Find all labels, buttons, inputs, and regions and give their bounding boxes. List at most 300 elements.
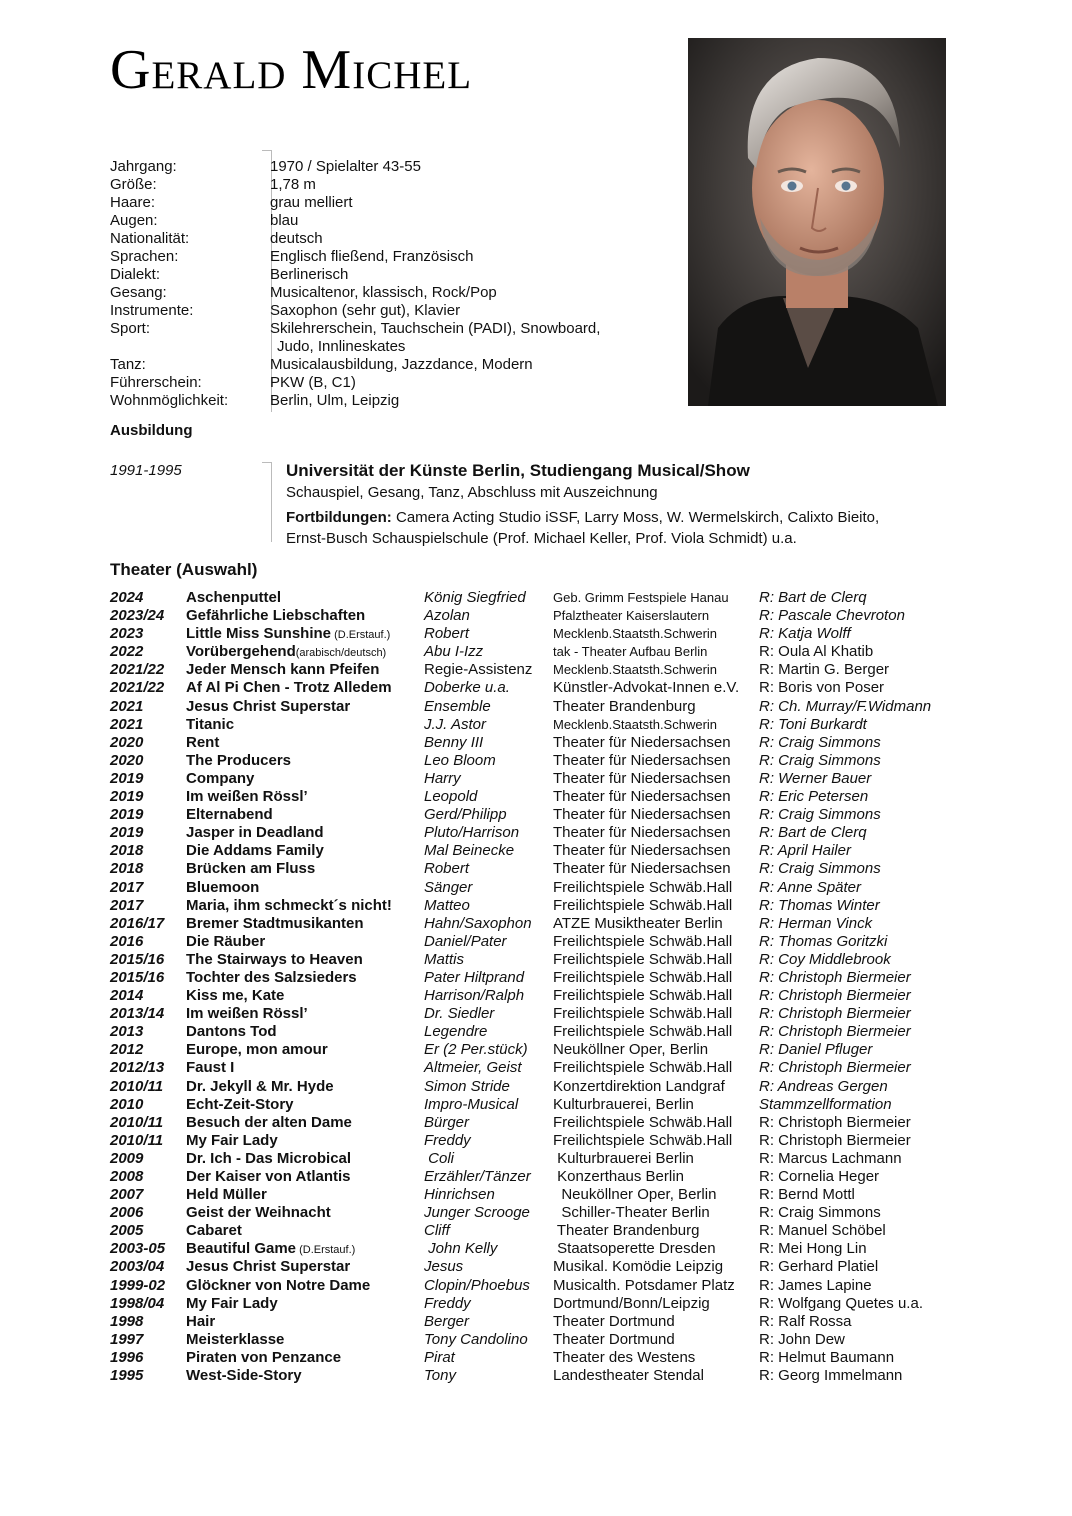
role-production-title: Europe, mon amour	[186, 1041, 328, 1059]
role-director: R: James Lapine	[759, 1276, 872, 1294]
role-year: 2015/16	[110, 968, 165, 986]
role-production-title: Faust I	[186, 1059, 235, 1077]
attribute-label: Gesang:	[110, 284, 167, 301]
attribute-label: Größe:	[110, 176, 157, 193]
role-venue: Künstler-Advokat-Innen e.V.	[553, 679, 740, 697]
role-row	[110, 806, 960, 824]
attribute-label: Führerschein:	[110, 374, 202, 391]
attribute-label: Nationalität:	[110, 230, 190, 247]
role-director: R: Craig Simmons	[759, 806, 881, 824]
role-venue: Freilichtspiele Schwäb.Hall	[553, 950, 733, 968]
role-row	[110, 1186, 960, 1204]
role-character: Matteo	[424, 896, 470, 914]
role-year: 1995	[110, 1367, 144, 1385]
role-venue: Geb. Grimm Festspiele Hanau	[553, 590, 729, 605]
role-year: 2009	[110, 1149, 144, 1167]
role-production	[186, 1277, 424, 1295]
role-production	[186, 860, 424, 878]
education-heading: Ausbildung	[110, 422, 193, 439]
role-director: R: Wolfgang Quetes u.a.	[759, 1294, 923, 1312]
attribute-value: blau	[270, 212, 299, 229]
role-production	[186, 1349, 424, 1367]
role-production-title: Titanic	[186, 715, 235, 733]
attribute-value: Berlinerisch	[270, 266, 349, 283]
role-director: R: Christoph Biermeier	[759, 968, 911, 986]
role-production	[186, 770, 424, 788]
role-production-title: Jeder Mensch kann Pfeifen	[186, 661, 380, 679]
role-row	[110, 969, 960, 987]
role-production-title: Jesus Christ Superstar	[186, 1258, 351, 1276]
role-production	[186, 1295, 424, 1313]
role-director: R: Craig Simmons	[759, 860, 881, 878]
role-row	[110, 625, 960, 643]
role-production	[186, 607, 424, 625]
role-production-title: Cabaret	[186, 1222, 242, 1240]
role-director: R: Christoph Biermeier	[759, 1005, 911, 1023]
role-venue: tak - Theater Aufbau Berlin	[553, 644, 708, 660]
role-row	[110, 824, 960, 842]
role-production-title: Meisterklasse	[186, 1330, 285, 1348]
role-venue: Theater für Niedersachsen	[553, 751, 731, 769]
role-character: Mal Beinecke	[424, 842, 515, 860]
role-production-title: West-Side-Story	[186, 1367, 302, 1385]
role-character: Regie-Assistenz	[424, 661, 533, 679]
role-year: 2008	[110, 1168, 144, 1185]
role-venue: Mecklenb.Staatsth.Schwerin	[553, 716, 718, 732]
role-production	[186, 1186, 424, 1204]
role-character: Pirat	[424, 1348, 455, 1366]
attribute-row	[110, 320, 670, 338]
role-production-title: Jesus Christ Superstar	[186, 697, 351, 715]
role-row	[110, 1078, 960, 1096]
role-production-title: Besuch der alten Dame	[186, 1113, 352, 1131]
attribute-row	[110, 266, 670, 284]
role-row	[110, 698, 960, 716]
role-year: 2018	[110, 860, 144, 878]
role-production	[186, 643, 424, 661]
role-row	[110, 860, 960, 878]
attribute-label-spacer	[110, 338, 270, 356]
attribute-label: Instrumente:	[110, 302, 194, 319]
role-row	[110, 1059, 960, 1077]
role-character: Coli	[424, 1149, 455, 1167]
role-character: König Siegfried	[424, 589, 526, 606]
role-character: Gerd/Philipp	[424, 806, 507, 824]
role-production-title: Dr. Jekyll & Mr. Hyde	[186, 1077, 334, 1095]
role-production	[186, 1222, 424, 1240]
role-venue: Freilichtspiele Schwäb.Hall	[553, 968, 733, 986]
further-training-text-line2: Ernst-Busch Schauspielschule (Prof. Michael Keller, Prof. Viola Schmidt) u.a.	[286, 530, 797, 547]
role-director: R: Gerhard Platiel	[759, 1258, 879, 1276]
role-year: 2019	[110, 806, 144, 824]
role-character: Doberke u.a.	[424, 679, 510, 697]
role-character: Harry	[424, 769, 461, 787]
role-year: 2017	[110, 896, 144, 914]
role-production-note: (D.Erstauf.)	[296, 1244, 356, 1257]
role-row	[110, 643, 960, 661]
role-production	[186, 824, 424, 842]
role-director: R: Oula Al Khatib	[759, 643, 874, 661]
role-production	[186, 1204, 424, 1222]
role-production	[186, 1096, 424, 1114]
role-row	[110, 1204, 960, 1222]
role-year: 2017	[110, 878, 144, 896]
role-character: Leopold	[424, 788, 478, 806]
role-venue: Kulturbrauerei Berlin	[553, 1149, 694, 1167]
role-production	[186, 879, 424, 897]
role-character: Robert	[424, 860, 470, 878]
role-production	[186, 1005, 424, 1023]
education-subjects: Schauspiel, Gesang, Tanz, Abschluss mit Auszeichnung	[286, 484, 658, 501]
attribute-value: Skilehrerschein, Tauchschein (PADI), Snowboard,	[270, 320, 601, 337]
role-venue: ATZE Musiktheater Berlin	[553, 914, 723, 932]
attribute-row-continuation	[110, 338, 670, 356]
role-year: 2020	[110, 751, 144, 769]
role-venue: Theater für Niedersachsen	[553, 788, 731, 806]
role-venue: Mecklenb.Staatsth.Schwerin	[553, 626, 718, 642]
role-venue: Theater Brandenburg	[553, 697, 696, 715]
attribute-value: Berlin, Ulm, Leipzig	[270, 392, 400, 409]
role-year: 2023/24	[110, 607, 165, 625]
role-character: Jesus	[424, 1258, 464, 1276]
role-year: 2010	[110, 1095, 144, 1113]
attribute-value: PKW (B, C1)	[270, 374, 356, 391]
role-director: R: Pascale Chevroton	[759, 607, 905, 625]
role-character: Freddy	[424, 1294, 471, 1312]
role-row	[110, 1132, 960, 1150]
role-production	[186, 1114, 424, 1132]
role-production	[186, 752, 424, 770]
role-year: 1999-02	[110, 1276, 166, 1294]
role-director: R: Herman Vinck	[759, 914, 873, 932]
role-row	[110, 1313, 960, 1331]
role-production-title: The Producers	[186, 751, 292, 769]
role-year: 2024	[110, 589, 144, 606]
role-production-title: Vorübergehend	[186, 643, 296, 661]
role-production	[186, 1078, 424, 1096]
role-director: R: Christoph Biermeier	[759, 1113, 911, 1131]
attribute-row	[110, 230, 670, 248]
role-production-title: Af Al Pi Chen - Trotz Alledem	[186, 679, 392, 697]
role-year: 2006	[110, 1204, 144, 1222]
attribute-value: 1970 / Spielalter 43-55	[270, 158, 421, 175]
role-character: Bürger	[424, 1113, 470, 1131]
role-production-title: Echt-Zeit-Story	[186, 1095, 294, 1113]
role-character: Robert	[424, 625, 470, 643]
role-character: Leo Bloom	[424, 751, 496, 769]
attribute-label: Wohnmöglichkeit:	[110, 392, 229, 409]
role-production	[186, 698, 424, 716]
role-production-title: Jasper in Deadland	[186, 824, 324, 842]
role-venue: Freilichtspiele Schwäb.Hall	[553, 1005, 733, 1023]
role-row	[110, 589, 960, 607]
role-director: R: Craig Simmons	[759, 733, 881, 751]
role-year: 2010/11	[110, 1131, 164, 1149]
attribute-value: Musicaltenor, klassisch, Rock/Pop	[270, 284, 497, 301]
role-row	[110, 1041, 960, 1059]
role-production	[186, 842, 424, 860]
theater-roles-list	[110, 589, 960, 1385]
attribute-row	[110, 356, 670, 374]
role-row	[110, 1258, 960, 1276]
role-director: R: Daniel Pfluger	[759, 1041, 873, 1059]
role-row	[110, 607, 960, 625]
role-character: Pater Hiltprand	[424, 968, 525, 986]
role-production	[186, 788, 424, 806]
role-venue: Neuköllner Oper, Berlin	[553, 1041, 709, 1059]
role-character: Harrison/Ralph	[424, 987, 525, 1005]
role-year: 1996	[110, 1348, 144, 1366]
role-year: 2021	[110, 697, 144, 715]
role-production	[186, 969, 424, 987]
role-row	[110, 915, 960, 933]
role-production-title: Little Miss Sunshine	[186, 625, 332, 643]
role-director: R: Helmut Baumann	[759, 1348, 895, 1366]
education-school: Universität der Künste Berlin, Studiengang Musical/Show	[286, 461, 750, 480]
role-director: R: Christoph Biermeier	[759, 1059, 911, 1077]
role-row	[110, 752, 960, 770]
education-further-training	[286, 507, 966, 528]
role-director: R: Thomas Goritzki	[759, 932, 888, 950]
role-venue: Theater für Niedersachsen	[553, 824, 731, 842]
role-year: 2007	[110, 1186, 144, 1204]
role-venue: Konzerthaus Berlin	[553, 1168, 684, 1185]
role-year: 2015/16	[110, 950, 165, 968]
role-row	[110, 1349, 960, 1367]
role-venue: Musicalth. Potsdamer Platz	[553, 1276, 735, 1294]
role-production-title: Dantons Tod	[186, 1023, 277, 1041]
role-director: R: Bart de Clerq	[759, 589, 867, 606]
role-venue: Musikal. Komödie Leipzig	[553, 1258, 724, 1276]
role-production	[186, 933, 424, 951]
role-row	[110, 1240, 960, 1258]
role-production-title: Bluemoon	[186, 878, 260, 896]
role-year: 2021/22	[110, 679, 165, 697]
role-production-title: Company	[186, 769, 255, 787]
role-production-title: Hair	[186, 1312, 216, 1330]
role-production-title: Rent	[186, 733, 220, 751]
role-director: R: Ch. Murray/F.Widmann	[759, 697, 932, 715]
role-venue: Staatsoperette Dresden	[553, 1240, 716, 1258]
role-venue: Mecklenb.Staatsth.Schwerin	[553, 662, 718, 678]
role-production	[186, 1258, 424, 1276]
role-character: Berger	[424, 1312, 470, 1330]
role-row	[110, 734, 960, 752]
role-director: R: John Dew	[759, 1330, 845, 1348]
role-production	[186, 915, 424, 933]
role-character: Tony Candolino	[424, 1330, 528, 1348]
role-character: J.J. Astor	[424, 715, 486, 733]
role-director: R: Werner Bauer	[759, 769, 872, 787]
role-venue: Landestheater Stendal	[553, 1367, 704, 1385]
role-venue: Theater des Westens	[553, 1348, 696, 1366]
role-character: Er (2 Per.stück)	[424, 1041, 528, 1059]
role-character: Benny III	[424, 733, 484, 751]
role-character: Dr. Siedler	[424, 1005, 495, 1023]
role-character: Azolan	[424, 607, 470, 625]
role-row	[110, 842, 960, 860]
role-production	[186, 625, 424, 643]
role-production-title: Im weißen Rössl’	[186, 1005, 308, 1023]
role-row	[110, 1023, 960, 1041]
role-row	[110, 879, 960, 897]
role-year: 2003-05	[110, 1240, 166, 1258]
role-production-title: Kiss me, Kate	[186, 987, 285, 1005]
role-row	[110, 1168, 960, 1186]
role-production	[186, 716, 424, 734]
role-production-title: Glöckner von Notre Dame	[186, 1276, 371, 1294]
role-production-title: Die Räuber	[186, 932, 266, 950]
role-venue: Theater Dortmund	[553, 1312, 675, 1330]
attribute-row	[110, 302, 670, 320]
role-character: Ensemble	[424, 697, 491, 715]
attribute-row	[110, 392, 670, 410]
role-row	[110, 1096, 960, 1114]
role-production	[186, 1313, 424, 1331]
role-venue: Neuköllner Oper, Berlin	[553, 1186, 717, 1204]
role-character: Hahn/Saxophon	[424, 914, 532, 932]
role-character: Legendre	[424, 1023, 488, 1041]
role-venue: Theater für Niedersachsen	[553, 860, 731, 878]
role-production	[186, 589, 424, 607]
role-venue: Freilichtspiele Schwäb.Hall	[553, 878, 733, 896]
role-production	[186, 679, 424, 697]
attribute-row	[110, 212, 670, 230]
role-row	[110, 1367, 960, 1385]
role-year: 2021	[110, 715, 144, 733]
attribute-row	[110, 284, 670, 302]
role-production-title: Der Kaiser von Atlantis	[186, 1168, 351, 1185]
role-production-title: Piraten von Penzance	[186, 1348, 342, 1366]
role-year: 2021/22	[110, 661, 165, 679]
role-row	[110, 1295, 960, 1313]
role-production-title: Maria, ihm schmeckt´s nicht!	[186, 896, 392, 914]
role-director: R: Boris von Poser	[759, 679, 885, 697]
role-production	[186, 987, 424, 1005]
role-production	[186, 1168, 424, 1186]
role-director: Stammzellformation	[759, 1095, 892, 1113]
role-director: R: April Hailer	[759, 842, 851, 860]
role-director: R: Manuel Schöbel	[759, 1222, 886, 1240]
attribute-value: Musicalausbildung, Jazzdance, Modern	[270, 356, 533, 373]
role-character: Junger Scrooge	[424, 1204, 530, 1222]
attribute-row	[110, 248, 670, 266]
role-production-title: My Fair Lady	[186, 1131, 278, 1149]
role-character: Erzähler/Tänzer	[424, 1168, 531, 1185]
role-year: 2019	[110, 824, 144, 842]
role-year: 1997	[110, 1330, 144, 1348]
role-production	[186, 661, 424, 679]
role-year: 2016/17	[110, 914, 165, 932]
role-director: R: Craig Simmons	[759, 1204, 881, 1222]
attribute-value: Englisch fließend, Französisch	[270, 248, 474, 265]
role-year: 2022	[110, 643, 144, 661]
role-year: 2013/14	[110, 1005, 165, 1023]
role-character: Tony	[424, 1367, 456, 1385]
attribute-value: deutsch	[270, 230, 323, 247]
role-production	[186, 806, 424, 824]
role-production-title: Tochter des Salzsieders	[186, 968, 357, 986]
role-row	[110, 770, 960, 788]
role-character: Sänger	[424, 878, 473, 896]
role-venue: Freilichtspiele Schwäb.Hall	[553, 1113, 733, 1131]
role-year: 2010/11	[110, 1077, 164, 1095]
education-details	[286, 460, 966, 549]
role-production-title: Bremer Stadtmusikanten	[186, 914, 364, 932]
further-training-label: Fortbildungen:	[286, 509, 392, 526]
attribute-label: Sprachen:	[110, 248, 179, 265]
role-production-title: Im weißen Rössl’	[186, 788, 308, 806]
role-production	[186, 1331, 424, 1349]
attribute-value: grau melliert	[270, 194, 353, 211]
role-production	[186, 1132, 424, 1150]
role-row	[110, 788, 960, 806]
role-row	[110, 951, 960, 969]
role-production-title: The Stairways to Heaven	[186, 950, 363, 968]
role-production-note: (D.Erstauf.)	[331, 629, 391, 642]
role-director: R: Christoph Biermeier	[759, 987, 911, 1005]
portrait-photo	[688, 38, 946, 406]
role-production-title: Die Addams Family	[186, 842, 324, 860]
role-director: R: Christoph Biermeier	[759, 1131, 911, 1149]
role-year: 2012	[110, 1041, 144, 1059]
role-character: Altmeier, Geist	[424, 1059, 522, 1077]
role-production	[186, 1367, 424, 1385]
role-year: 2019	[110, 788, 144, 806]
role-character: Cliff	[424, 1222, 450, 1240]
role-row	[110, 987, 960, 1005]
role-year: 2014	[110, 987, 144, 1005]
role-character: Hinrichsen	[424, 1186, 495, 1204]
further-training-text: Camera Acting Studio iSSF, Larry Moss, W. Wermelskirch, Calixto Bieito,	[391, 509, 880, 526]
attribute-value: 1,78 m	[270, 176, 316, 193]
attribute-value: Saxophon (sehr gut), Klavier	[270, 302, 461, 319]
attribute-row	[110, 374, 670, 392]
attribute-label: Jahrgang:	[110, 158, 177, 175]
role-year: 2012/13	[110, 1059, 165, 1077]
role-character: Simon Stride	[424, 1077, 510, 1095]
page-title: Gerald Michel	[110, 39, 473, 101]
role-production-title: Gefährliche Liebschaften	[186, 607, 366, 625]
role-year: 1998/04	[110, 1294, 165, 1312]
role-year: 2019	[110, 769, 144, 787]
role-production-title: Geist der Weihnacht	[186, 1204, 331, 1222]
role-year: 2003/04	[110, 1258, 165, 1276]
role-row	[110, 1005, 960, 1023]
role-year: 2023	[110, 625, 144, 643]
role-production	[186, 1023, 424, 1041]
role-row	[110, 897, 960, 915]
role-row	[110, 1150, 960, 1168]
role-director: R: Bart de Clerq	[759, 824, 867, 842]
role-venue: Konzertdirektion Landgraf	[553, 1077, 725, 1095]
role-production	[186, 1240, 424, 1258]
role-row	[110, 1222, 960, 1240]
attribute-row	[110, 158, 670, 176]
role-venue: Theater für Niedersachsen	[553, 842, 731, 860]
role-year: 2020	[110, 733, 144, 751]
theater-heading: Theater (Auswahl)	[110, 560, 258, 579]
role-venue: Theater für Niedersachsen	[553, 733, 731, 751]
role-production	[186, 1150, 424, 1168]
attribute-label: Sport:	[110, 320, 151, 337]
role-venue: Freilichtspiele Schwäb.Hall	[553, 932, 733, 950]
role-venue: Theater Dortmund	[553, 1330, 675, 1348]
role-director: R: Bernd Mottl	[759, 1186, 855, 1204]
role-director: R: Coy Middlebrook	[759, 950, 891, 968]
role-venue: Theater für Niedersachsen	[553, 806, 731, 824]
role-venue: Theater Brandenburg	[553, 1222, 700, 1240]
